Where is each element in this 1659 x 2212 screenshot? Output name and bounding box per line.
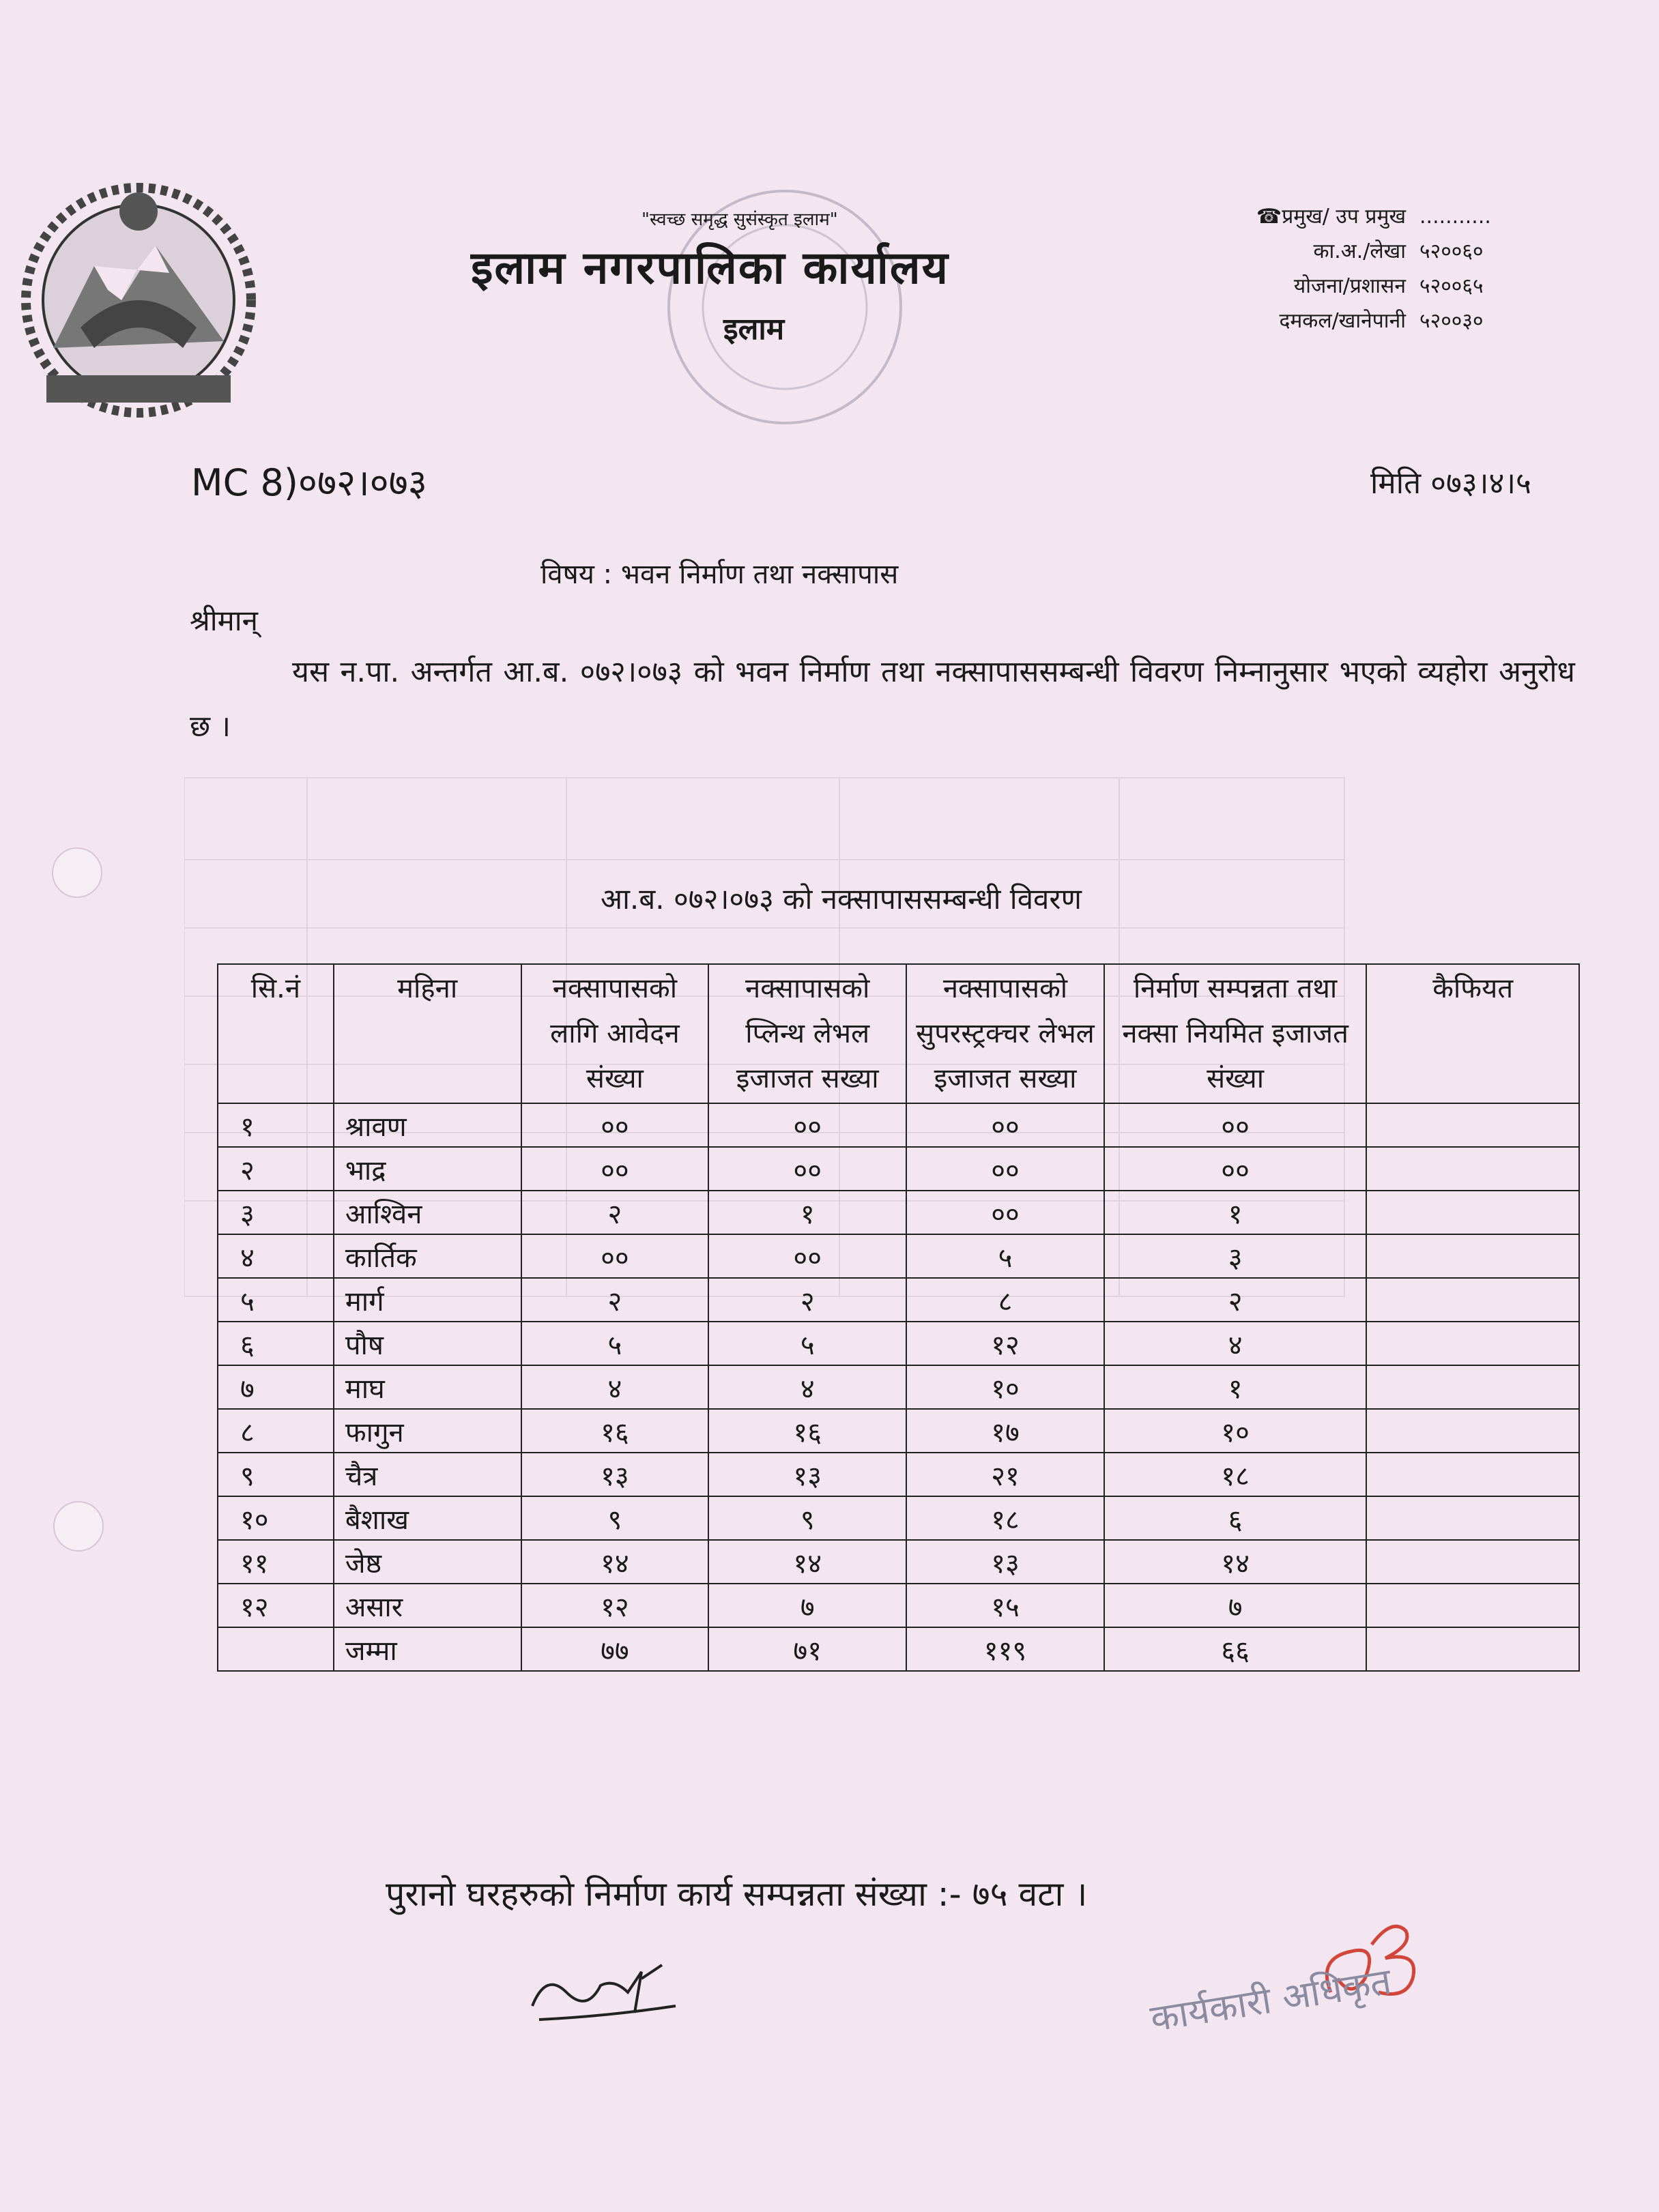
superstructure-permits-cell: १५ [906,1584,1104,1627]
plinth-permits-cell: ०० [708,1147,906,1191]
remarks-cell [1366,1278,1579,1322]
phone-row [1187,304,1522,338]
regularization-permits-cell: १८ [1104,1453,1366,1496]
applications-cell: १२ [521,1584,709,1627]
column-header: सि.नं [218,964,334,1103]
remarks-cell [1366,1191,1579,1234]
phone-number: ........... [1419,205,1491,229]
applications-cell: ०० [521,1147,709,1191]
phone-row [1187,234,1522,269]
table-body [218,1103,1579,1671]
office-location: इलाम [723,312,785,347]
office-title: इलाम नगरपालिका कार्यालय [471,242,949,294]
serial-cell: ९ [218,1453,334,1496]
phone-number: ५२००६० [1419,239,1484,263]
table-row [218,1147,1579,1191]
regularization-permits-cell: ७ [1104,1584,1366,1627]
regularization-permits-cell: १ [1104,1191,1366,1234]
plinth-permits-cell: ०० [708,1103,906,1147]
applications-cell: ०० [521,1234,709,1278]
regularization-permits-cell: १ [1104,1365,1366,1409]
regularization-permits-cell: १४ [1104,1540,1366,1584]
letter-date: मिति ०७३।४।५ [1370,466,1531,501]
regularization-permits-cell: २ [1104,1278,1366,1322]
superstructure-permits-cell: ०० [906,1147,1104,1191]
superstructure-permits-cell: ११९ [906,1627,1104,1671]
punch-hole-decoration [53,1501,104,1552]
regularization-permits-cell: ३ [1104,1234,1366,1278]
salutation: श्रीमान् [190,604,258,637]
applications-cell: ४ [521,1365,709,1409]
table-row [218,1453,1579,1496]
serial-cell: १ [218,1103,334,1147]
superstructure-permits-cell: ०० [906,1191,1104,1234]
phone-number: ५२००३० [1419,309,1484,333]
punch-hole-decoration [52,847,102,898]
month-cell: कार्तिक [334,1234,521,1278]
regularization-permits-cell: ६ [1104,1496,1366,1540]
plinth-permits-cell: १६ [708,1409,906,1453]
remarks-cell [1366,1365,1579,1409]
signature-left [525,1951,689,2033]
applications-cell: २ [521,1278,709,1322]
applications-cell: ९ [521,1496,709,1540]
month-cell: चैत्र [334,1453,521,1496]
serial-cell: १० [218,1496,334,1540]
remarks-cell [1366,1453,1579,1496]
table-row [218,1278,1579,1322]
remarks-cell [1366,1540,1579,1584]
table-title: आ.ब. ०७२।०७३ को नक्सापाससम्बन्धी विवरण [601,882,1082,916]
applications-cell: ५ [521,1322,709,1365]
nepal-emblem-logo [19,171,265,430]
phone-label: ☎प्रमुख/ उप प्रमुख [1256,205,1406,229]
serial-cell: ७ [218,1365,334,1409]
month-cell: असार [334,1584,521,1627]
plinth-permits-cell: ४ [708,1365,906,1409]
phone-label: दमकल/खानेपानी [1279,309,1406,333]
remarks-cell [1366,1147,1579,1191]
table-row [218,1322,1579,1365]
applications-cell: १६ [521,1409,709,1453]
serial-cell: ८ [218,1409,334,1453]
phone-label: का.अ./लेखा [1313,239,1406,263]
letter-subject: विषय : भवन निर्माण तथा नक्सापास [540,559,899,590]
month-cell: मार्ग [334,1278,521,1322]
column-header: निर्माण सम्पन्नता तथा नक्सा नियमित इजाजत संख्या [1104,964,1366,1103]
plinth-permits-cell: १३ [708,1453,906,1496]
applications-cell: २ [521,1191,709,1234]
plinth-permits-cell: ९ [708,1496,906,1540]
regularization-permits-cell: ४ [1104,1322,1366,1365]
table-row [218,1627,1579,1671]
superstructure-permits-cell: १३ [906,1540,1104,1584]
applications-cell: १३ [521,1453,709,1496]
superstructure-permits-cell: १८ [906,1496,1104,1540]
applications-cell: १४ [521,1540,709,1584]
regularization-permits-cell: ६६ [1104,1627,1366,1671]
plinth-permits-cell: ७ [708,1584,906,1627]
plinth-permits-cell: १४ [708,1540,906,1584]
remarks-cell [1366,1584,1579,1627]
table-row [218,1496,1579,1540]
map-approval-table [217,963,1580,1672]
completion-note: पुरानो घरहरुको निर्माण कार्य सम्पन्नता संख्या :- ७५ वटा । [386,1874,1088,1914]
serial-cell: ५ [218,1278,334,1322]
remarks-cell [1366,1496,1579,1540]
column-header: कैफियत [1366,964,1579,1103]
column-header: महिना [334,964,521,1103]
column-header: नक्सापासको लागि आवेदन संख्या [521,964,709,1103]
plinth-permits-cell: ५ [708,1322,906,1365]
remarks-cell [1366,1234,1579,1278]
letter-reference-number: MC 8)०७२।०७३ [191,461,427,504]
plinth-permits-cell: २ [708,1278,906,1322]
applications-cell: ०० [521,1103,709,1147]
superstructure-permits-cell: ८ [906,1278,1104,1322]
plinth-permits-cell: १ [708,1191,906,1234]
phone-number: ५२००६५ [1419,274,1484,298]
regularization-permits-cell: ०० [1104,1147,1366,1191]
phone-label: योजना/प्रशासन [1293,274,1406,298]
superstructure-permits-cell: २१ [906,1453,1104,1496]
table-row [218,1103,1579,1147]
column-header: नक्सापासको प्लिन्थ लेभल इजाजत सख्या [708,964,906,1103]
table-header-row [218,964,1579,1103]
table-row [218,1409,1579,1453]
superstructure-permits-cell: १० [906,1365,1104,1409]
phone-row [1187,199,1522,234]
regularization-permits-cell: ०० [1104,1103,1366,1147]
serial-cell: ३ [218,1191,334,1234]
superstructure-permits-cell: १७ [906,1409,1104,1453]
superstructure-permits-cell: ०० [906,1103,1104,1147]
regularization-permits-cell: १० [1104,1409,1366,1453]
serial-cell: ४ [218,1234,334,1278]
table-row [218,1540,1579,1584]
month-cell: जेष्ठ [334,1540,521,1584]
superstructure-permits-cell: ५ [906,1234,1104,1278]
month-cell: आश्विन [334,1191,521,1234]
officer-title-stamp: कार्यकारी अधिकृत [1147,1960,1394,2041]
table-row [218,1584,1579,1627]
plinth-permits-cell: ०० [708,1234,906,1278]
table-row [218,1234,1579,1278]
serial-cell: ११ [218,1540,334,1584]
table-row [218,1365,1579,1409]
plinth-permits-cell: ७१ [708,1627,906,1671]
month-cell: बैशाख [334,1496,521,1540]
month-cell: माघ [334,1365,521,1409]
office-motto: "स्वच्छ समृद्ध सुसंस्कृत इलाम" [641,209,838,230]
month-cell: जम्मा [334,1627,521,1671]
phone-directory [1187,199,1522,338]
superstructure-permits-cell: १२ [906,1322,1104,1365]
month-cell: फागुन [334,1409,521,1453]
phone-row [1187,269,1522,304]
month-cell: पौष [334,1322,521,1365]
serial-cell: १२ [218,1584,334,1627]
letter-body: यस न.पा. अन्तर्गत आ.ब. ०७२।०७३ को भवन निर्माण तथा नक्सापाससम्बन्धी विवरण निम्नानुसार भएको व्यहोरा अनुरोध छ । [190,655,1575,744]
serial-cell: २ [218,1147,334,1191]
column-header: नक्सापासको सुपरस्ट्रक्चर लेभल इजाजत सख्या [906,964,1104,1103]
remarks-cell [1366,1103,1579,1147]
serial-cell [218,1627,334,1671]
remarks-cell [1366,1322,1579,1365]
month-cell: श्रावण [334,1103,521,1147]
month-cell: भाद्र [334,1147,521,1191]
remarks-cell [1366,1627,1579,1671]
applications-cell: ७७ [521,1627,709,1671]
remarks-cell [1366,1409,1579,1453]
serial-cell: ६ [218,1322,334,1365]
table-row [218,1191,1579,1234]
